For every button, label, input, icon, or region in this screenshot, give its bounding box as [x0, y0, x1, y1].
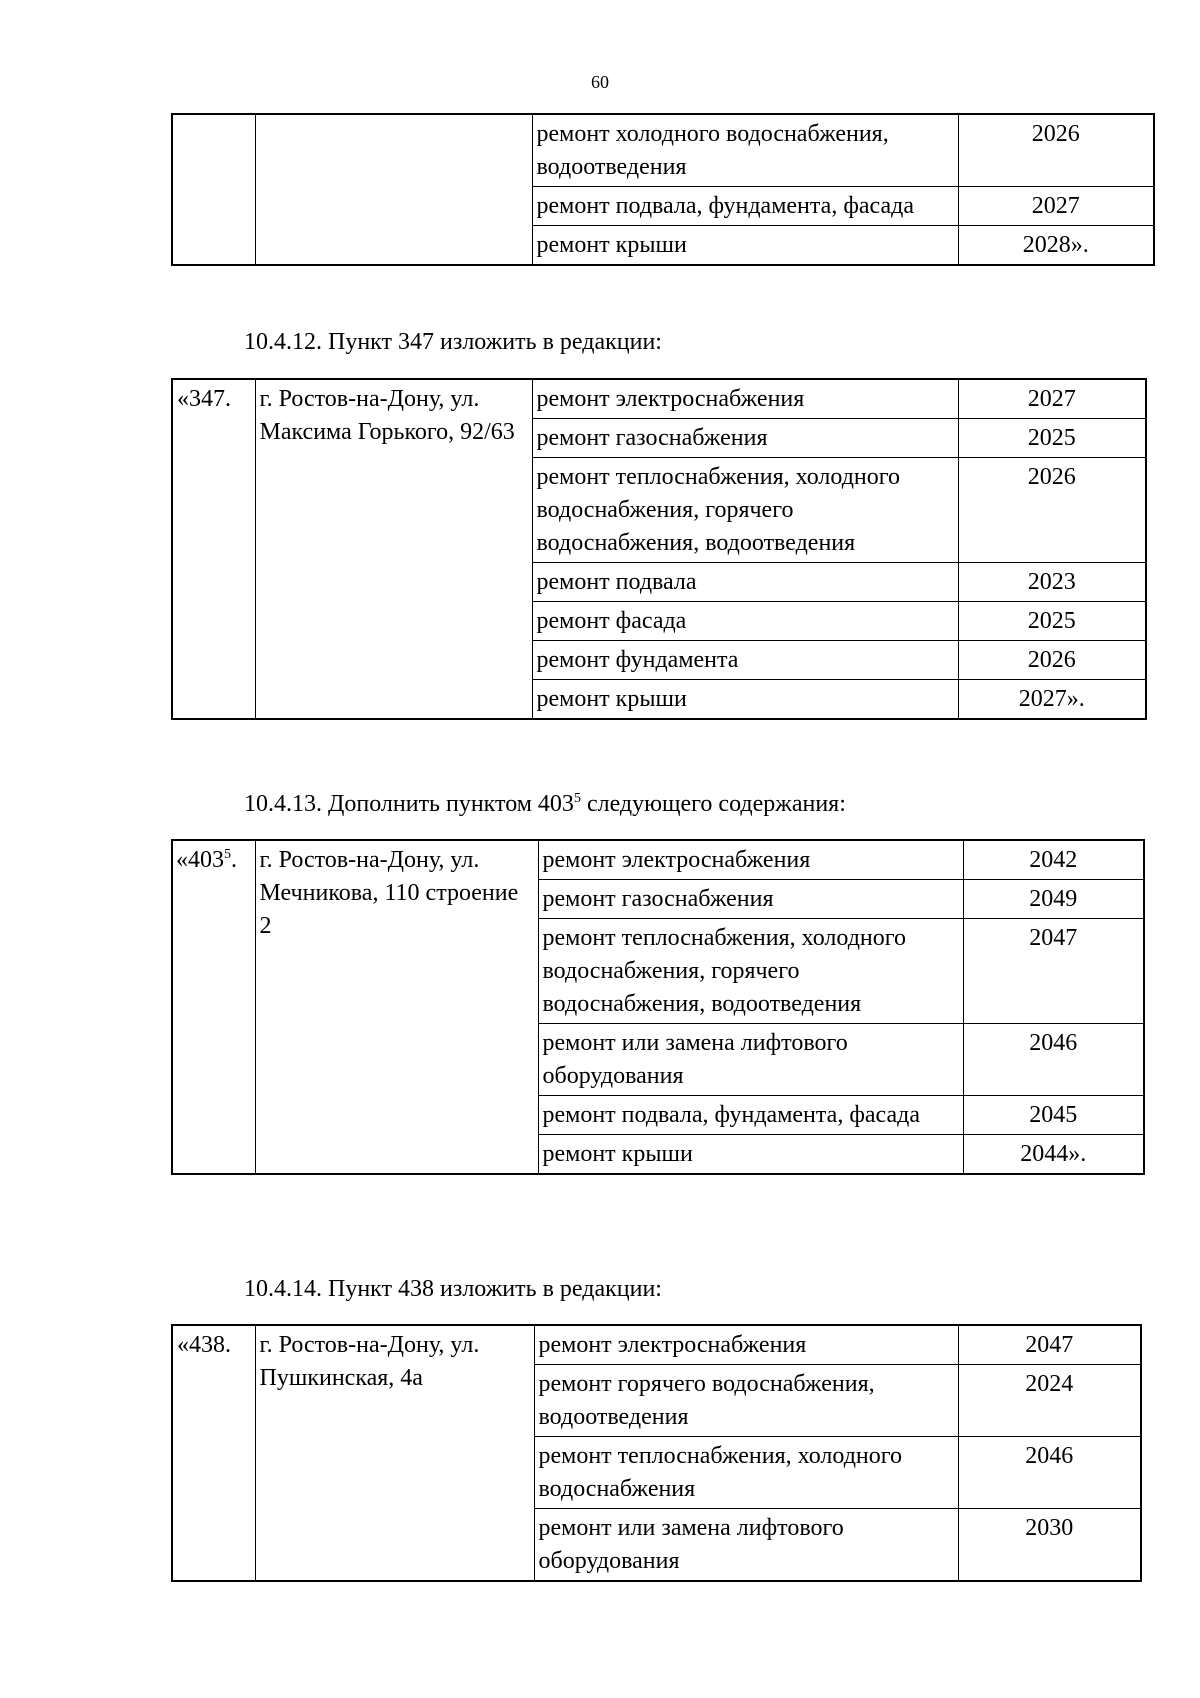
table-row: [172, 114, 1154, 187]
work-type-cell: ремонт электроснабжения: [532, 379, 958, 419]
superscript: 5: [224, 847, 231, 862]
year-cell: 2024: [958, 1365, 1141, 1437]
work-type-cell: ремонт электроснабжения: [538, 840, 963, 880]
work-type-cell: ремонт фасада: [532, 602, 958, 641]
work-type-cell: ремонт подвала, фундамента, фасада: [532, 187, 958, 226]
year-cell: 2030: [958, 1509, 1141, 1582]
work-type-cell: ремонт теплоснабжения, холодного водоснабжения, горячего водоснабжения, водоотведения: [538, 919, 963, 1024]
amendment-paragraph: [244, 789, 846, 819]
item-number: «403: [176, 847, 224, 873]
year-cell: 2025: [958, 419, 1146, 458]
work-type-cell: ремонт фундамента: [532, 641, 958, 680]
paragraph-tail: следующего содержания:: [580, 791, 846, 817]
work-type-cell: ремонт газоснабжения: [538, 880, 963, 919]
paragraph-text: 10.4.13. Дополнить пунктом 403: [244, 791, 574, 817]
year-cell: 2047: [958, 1325, 1141, 1365]
year-cell: 2047: [963, 919, 1144, 1024]
item-number-dot: .: [231, 847, 237, 873]
year-cell: 2023: [958, 563, 1146, 602]
table-item-403-5: [171, 839, 1145, 1175]
table-continuation: [171, 113, 1155, 266]
table-row: [172, 1325, 1141, 1365]
year-cell: 2045: [963, 1096, 1144, 1135]
year-cell: 2026: [958, 641, 1146, 680]
item-number-cell: «438.: [172, 1325, 255, 1581]
work-type-cell: ремонт или замена лифтового оборудования: [534, 1509, 958, 1582]
year-cell: 2025: [958, 602, 1146, 641]
year-cell: 2044».: [963, 1135, 1144, 1175]
year-cell: 2046: [958, 1437, 1141, 1509]
year-cell: 2049: [963, 880, 1144, 919]
page-number: 60: [591, 72, 609, 92]
year-cell: 2042: [963, 840, 1144, 880]
address-cell: г. Ростов-на-Дону, ул. Максима Горького, 92/63: [255, 379, 532, 719]
amendment-paragraph: 10.4.12. Пункт 347 изложить в редакции:: [244, 329, 662, 355]
work-type-cell: ремонт теплоснабжения, холодного водоснабжения, горячего водоснабжения, водоотведения: [532, 458, 958, 563]
work-type-cell: ремонт подвала, фундамента, фасада: [538, 1096, 963, 1135]
work-type-cell: ремонт крыши: [532, 226, 958, 266]
address-cell: г. Ростов-на-Дону, ул. Пушкинская, 4а: [255, 1325, 534, 1581]
work-type-cell: ремонт теплоснабжения, холодного водоснабжения: [534, 1437, 958, 1509]
year-cell: 2026: [958, 114, 1154, 187]
table-row: [172, 840, 1144, 880]
year-cell: 2027: [958, 379, 1146, 419]
work-type-cell: ремонт газоснабжения: [532, 419, 958, 458]
item-number-cell: [172, 114, 255, 265]
item-number-cell: «347.: [172, 379, 255, 719]
year-cell: 2027: [958, 187, 1154, 226]
work-type-cell: ремонт или замена лифтового оборудования: [538, 1024, 963, 1096]
address-cell: г. Ростов-на-Дону, ул. Мечникова, 110 строение 2: [255, 840, 538, 1174]
year-cell: 2026: [958, 458, 1146, 563]
work-type-cell: ремонт электроснабжения: [534, 1325, 958, 1365]
item-number-cell: [172, 840, 255, 1174]
table-item-347: [171, 378, 1147, 720]
amendment-paragraph: 10.4.14. Пункт 438 изложить в редакции:: [244, 1276, 662, 1302]
superscript: 5: [573, 791, 581, 806]
address-cell: [255, 114, 532, 265]
work-type-cell: ремонт горячего водоснабжения, водоотведения: [534, 1365, 958, 1437]
work-type-cell: ремонт подвала: [532, 563, 958, 602]
year-cell: 2028».: [958, 226, 1154, 266]
table-row: [172, 379, 1146, 419]
table-item-438: [171, 1324, 1142, 1582]
work-type-cell: ремонт холодного водоснабжения, водоотведения: [532, 114, 958, 187]
work-type-cell: ремонт крыши: [532, 680, 958, 720]
year-cell: 2027».: [958, 680, 1146, 720]
year-cell: 2046: [963, 1024, 1144, 1096]
work-type-cell: ремонт крыши: [538, 1135, 963, 1175]
